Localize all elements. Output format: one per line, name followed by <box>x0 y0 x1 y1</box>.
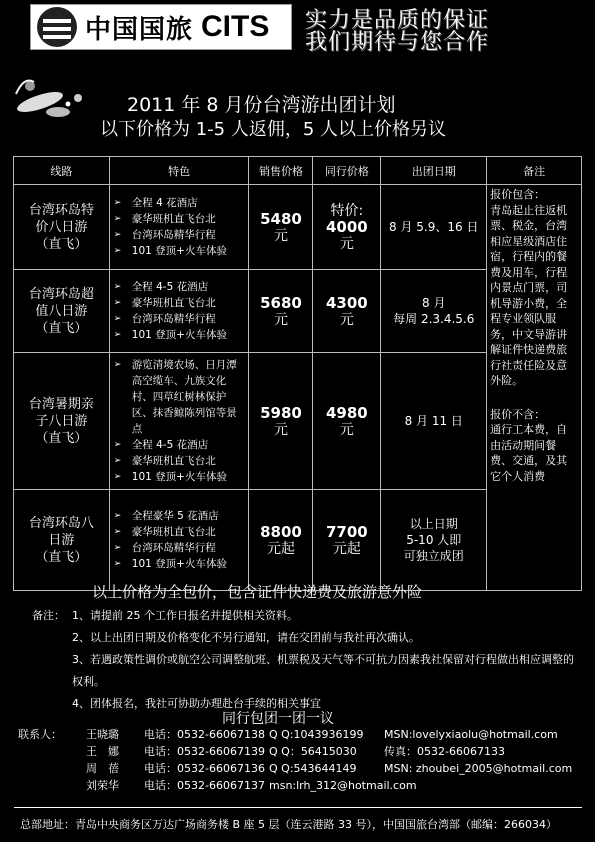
contact-name: 周 蓓 <box>86 762 119 775</box>
arrow-bullet-icon: ➢ <box>113 330 122 340</box>
cits-emblem-icon <box>37 7 77 47</box>
contact-extra: MSN: zhoubei_2005@hotmail.com <box>384 762 573 775</box>
date-line: 8 月 5.9、16 日 <box>389 220 479 234</box>
date-line: 每周 2.3.4.5.6 <box>393 312 475 326</box>
logo-english-text: CITS <box>201 10 270 43</box>
arrow-bullet-icon: ➢ <box>113 527 122 537</box>
arrow-bullet-icon: ➢ <box>113 559 122 569</box>
feature-item: ➢ 台湾环岛精华行程 <box>113 313 216 325</box>
arrow-bullet-icon: ➢ <box>113 298 122 308</box>
price-unit: 元 <box>339 311 354 328</box>
contact-qq: Q Q:543644149 <box>269 762 357 775</box>
logo-chinese-text: 中国国旅 <box>85 14 194 45</box>
remark-item: 1、请提前 25 个工作日报名并提供相关资料。 <box>72 609 298 622</box>
price-unit: 元 <box>273 421 288 438</box>
arrow-bullet-icon: ➢ <box>113 360 122 370</box>
slogan <box>305 10 585 54</box>
feature-item: ➢ 101 登顶+火车体验 <box>113 558 227 570</box>
feature-item: ➢ 101 登顶+火车体验 <box>113 471 227 483</box>
peer-price: 4300 <box>326 293 368 312</box>
feature-item: ➢ 豪华班机直飞台北 <box>113 213 216 225</box>
arrow-bullet-icon: ➢ <box>113 456 122 466</box>
included-text: 青岛起止往返机票、税金，台湾相应星级酒店住宿，行程内的餐费及用车，行程内景点门票，司机导游小费，全程专业领队服务，中文导游讲解证件快递费旅行社责任险及意外险。 <box>490 203 568 387</box>
departure-date-cell <box>381 185 487 270</box>
contacts-label: 联系人： <box>18 728 62 741</box>
page-title: 2011 年 8 月份台湾游出团计划 <box>127 94 396 116</box>
date-line: 以上日期 <box>409 517 458 531</box>
contacts-section <box>18 726 584 794</box>
remarks-label: 备注： <box>32 609 65 622</box>
peer-price-cell <box>313 353 381 490</box>
excluded-text: 通行工本费，自由活动期间餐费、交通，及其它个人消费 <box>490 423 568 483</box>
feature-item: ➢ 101 登顶+火车体验 <box>113 245 227 257</box>
contact-qq: Q Q：56415030 <box>269 745 357 758</box>
route-line: 台湾环岛特 <box>28 202 94 218</box>
price-unit: 元 <box>273 311 288 328</box>
feature-item: ➢ 台湾环岛精华行程 <box>113 229 216 241</box>
price-inclusion-statement: 以上价格为全包价，包含证件快递费及旅游意外险 <box>92 583 423 601</box>
contact-row <box>18 760 584 777</box>
route-line: （直飞） <box>35 320 88 336</box>
header-departure-date: 出团日期 <box>381 157 487 185</box>
sale-price-cell <box>249 490 313 591</box>
sale-price: 5980 <box>260 403 302 422</box>
contact-phone: 电话：0532-66067137 <box>144 779 265 792</box>
group-booking-title: 同行包团一团一议 <box>222 711 334 727</box>
remark-item: 3、若遇政策性调价或航空公司调整航班、机票税及天气等不可抗力因素我社保留对行程做出相应调整的权利。 <box>72 653 574 688</box>
contact-row <box>18 777 584 794</box>
departure-date-cell <box>381 270 487 353</box>
feature-item: ➢ 台湾环岛精华行程 <box>113 542 216 554</box>
route-cell <box>14 353 110 490</box>
feature-item: ➢ 全程豪华 5 花酒店 <box>113 510 219 522</box>
contact-phone: 电话：0532-66067136 <box>144 762 265 775</box>
remarks-section <box>32 605 582 715</box>
header-peer-price: 同行价格 <box>313 157 381 185</box>
feature-item: ➢ 全程 4 花酒店 <box>113 197 198 209</box>
peer-price-cell <box>313 270 381 353</box>
arrow-bullet-icon: ➢ <box>113 472 122 482</box>
date-line: 8 月 11 日 <box>404 414 463 428</box>
header-route: 线路 <box>14 157 110 185</box>
contact-phone: 电话：0532-66067138 <box>144 728 265 741</box>
date-line: 可独立成团 <box>403 549 464 563</box>
features-cell <box>109 490 249 591</box>
peer-price: 4000 <box>326 217 368 236</box>
arrow-bullet-icon: ➢ <box>113 230 122 240</box>
notes-cell <box>487 185 582 591</box>
route-line: 值八日游 <box>35 303 88 319</box>
feature-item: ➢ 豪华班机直飞台北 <box>113 526 216 538</box>
features-cell <box>109 270 249 353</box>
peer-price: 4980 <box>326 403 368 422</box>
route-line: 子八日游 <box>35 413 88 429</box>
contact-phone: 电话：0532-66067139 <box>144 745 265 758</box>
route-cell <box>14 185 110 270</box>
departure-date-cell <box>381 353 487 490</box>
feature-item: ➢ 豪华班机直飞台北 <box>113 297 216 309</box>
feature-item: ➢ 豪华班机直飞台北 <box>113 455 216 467</box>
contact-qq: Q Q:1043936199 <box>269 728 364 741</box>
feature-item: ➢ 游览清境农场、日月潭高空缆车、九族文化村、四草红树林保护区、抹香鲸陈列馆等景点 <box>113 359 237 435</box>
contact-name: 王晓璐 <box>86 728 119 741</box>
sale-price: 8800 <box>260 522 302 541</box>
date-line: 5-10 人即 <box>406 533 462 547</box>
sale-price-cell <box>249 185 313 270</box>
route-line: （直飞） <box>35 549 88 565</box>
peer-price-cell <box>313 490 381 591</box>
arrow-bullet-icon: ➢ <box>113 246 122 256</box>
cits-logo <box>30 4 292 50</box>
contact-name: 刘荣华 <box>86 779 119 792</box>
arrow-bullet-icon: ➢ <box>113 543 122 553</box>
sale-price: 5680 <box>260 293 302 312</box>
header-notes: 备注 <box>487 157 582 185</box>
arrow-bullet-icon: ➢ <box>113 440 122 450</box>
excluded-title: 报价不含： <box>490 407 546 421</box>
special-price-label: 特价: <box>330 202 364 219</box>
price-unit: 元 <box>339 235 354 252</box>
contact-extra: 传真：0532-66067133 <box>384 745 505 758</box>
peer-price: 7700 <box>326 522 368 541</box>
feature-item: ➢ 全程 4-5 花酒店 <box>113 439 209 451</box>
peer-price-cell <box>313 185 381 270</box>
remark-item: 2、以上出团日期及价格变化不另行通知，请在交团前与我社再次确认。 <box>72 631 420 644</box>
arrow-bullet-icon: ➢ <box>113 282 122 292</box>
contact-row <box>18 743 584 760</box>
route-line: 台湾环岛八 <box>28 515 94 531</box>
contact-msn: msn:lrh_312@hotmail.com <box>269 779 417 792</box>
route-cell <box>14 270 110 353</box>
header-sale-price: 销售价格 <box>249 157 313 185</box>
slogan-line-2: 我们期待与您合作 <box>305 30 490 55</box>
footer-address: 总部地址：青岛中央商务区万达广场商务楼 B 座 5 层（连云港路 33 号），中国国旅台湾部（邮编：266034） <box>20 818 558 831</box>
price-unit: 元起 <box>332 540 361 557</box>
route-line: 价八日游 <box>35 219 88 235</box>
arrow-bullet-icon: ➢ <box>113 214 122 224</box>
table-header-row <box>14 157 582 185</box>
sale-price: 5480 <box>260 209 302 228</box>
feature-item: ➢ 101 登顶+火车体验 <box>113 329 227 341</box>
route-line: 台湾环岛超 <box>28 286 94 302</box>
price-unit: 元 <box>339 421 354 438</box>
sale-price-cell <box>249 353 313 490</box>
departure-date-cell <box>381 490 487 591</box>
arrow-bullet-icon: ➢ <box>113 198 122 208</box>
contact-name: 王 娜 <box>86 745 119 758</box>
features-cell <box>109 353 249 490</box>
header-features: 特色 <box>109 157 249 185</box>
price-unit: 元起 <box>266 540 295 557</box>
page-subtitle: 以下价格为 1-5 人返佣，5 人以上价格另议 <box>100 119 447 140</box>
tour-plan-table <box>13 156 582 591</box>
table-row <box>14 185 582 270</box>
route-line: 日游 <box>48 532 75 548</box>
sale-price-cell <box>249 270 313 353</box>
decorative-stones-icon <box>10 64 90 124</box>
arrow-bullet-icon: ➢ <box>113 511 122 521</box>
footer-divider <box>14 807 582 808</box>
features-cell <box>109 185 249 270</box>
route-line: （直飞） <box>35 236 88 252</box>
contact-row <box>18 726 584 743</box>
contact-extra: MSN:lovelyxiaolu@hotmail.com <box>384 728 558 741</box>
route-cell <box>14 490 110 591</box>
arrow-bullet-icon: ➢ <box>113 314 122 324</box>
route-line: 台湾暑期亲 <box>28 396 94 412</box>
feature-item: ➢ 全程 4-5 花酒店 <box>113 281 209 293</box>
price-unit: 元 <box>273 227 288 244</box>
date-line: 8 月 <box>422 296 446 310</box>
slogan-line-1: 实力是品质的保证 <box>305 8 490 33</box>
included-title: 报价包含： <box>490 188 546 201</box>
route-line: （直飞） <box>35 430 88 446</box>
remark-item: 4、团体报名，我社可协助办理赴台手续的相关事宜 <box>72 697 321 710</box>
